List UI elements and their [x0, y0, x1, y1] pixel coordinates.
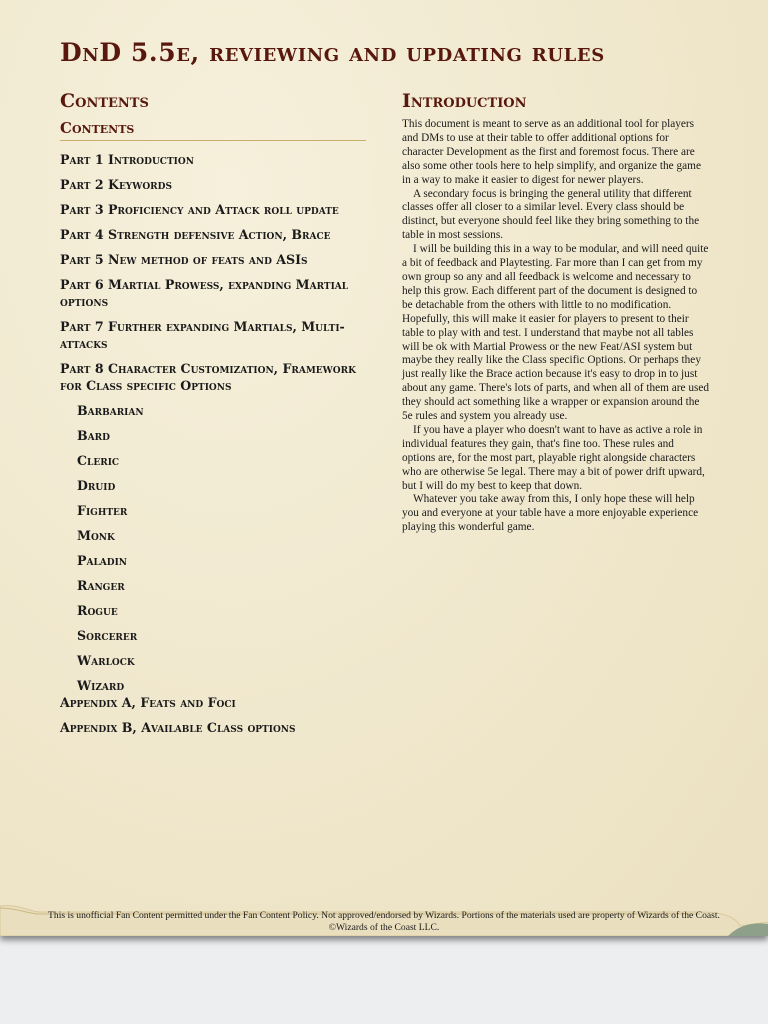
table-of-contents: [60, 151, 366, 736]
intro-paragraph: If you have a player who doesn't want to have as active a role in individual features they gain, that's fine too. These rules and options are, for the most part, playable right alongside characters who are otherwise 5e legal. There may a bit of power drift upward, but I will do my best to keep that down.: [402, 423, 705, 492]
toc-item-rogue[interactable]: Rogue: [77, 603, 118, 618]
toc-item-part-4[interactable]: Part 4 Strength defensive Action, Brace: [60, 227, 331, 242]
toc-item-fighter[interactable]: Fighter: [77, 503, 128, 518]
toc-item-appendix-a[interactable]: Appendix A, Feats and Foci: [60, 695, 236, 710]
toc-item-monk[interactable]: Monk: [77, 528, 115, 543]
document-title: DnD 5.5e, reviewing and updating rules: [60, 38, 605, 67]
introduction-body: [402, 118, 710, 535]
toc-item-part-3[interactable]: Part 3 Proficiency and Attack roll update: [60, 202, 339, 217]
toc-item-druid[interactable]: Druid: [77, 478, 116, 493]
introduction-column: [402, 90, 710, 535]
toc-item-sorcerer[interactable]: Sorcerer: [77, 628, 138, 643]
contents-subheading: Contents: [60, 118, 366, 141]
toc-item-wizard[interactable]: Wizard: [77, 678, 125, 693]
toc-item-barbarian[interactable]: Barbarian: [77, 403, 144, 418]
intro-paragraph: I will be building this in a way to be modular, and will need quite a bit of feedback and Playtesting. Far more than I can get from my own group so any and all feedback is welcome and necessary to help this grow. Each different part of the document is designed to be detachable from the others with little to no modification. Hopefully, this will make it easier for players to present to their table to play with and test. I understand that maybe not all tables will be ok with Martial Prowess or the new Feat/ASI system but maybe they really like the Class specific Options. Or perhaps they just really like the Brace action because it's easy to drop in to just about any game. There's lots of parts, and when all of them are used they should act something like a wrapper or expansion around the 5e rules and system you already use.: [402, 243, 710, 423]
toc-item-part-5[interactable]: Part 5 New method of feats and ASIs: [60, 252, 308, 267]
toc-item-paladin[interactable]: Paladin: [77, 553, 128, 568]
toc-item-part-2[interactable]: Part 2 Keywords: [60, 177, 172, 192]
intro-paragraph: A secondary focus is bringing the general utility that different classes offer all closer to a similar level. Every class should be distinct, but everyone should feel like they bring something to the table in most sessions.: [402, 187, 700, 242]
toc-item-bard[interactable]: Bard: [77, 428, 110, 443]
contents-column: [60, 90, 366, 744]
contents-heading: Contents: [60, 90, 149, 112]
toc-item-part-8[interactable]: Part 8 Character Customization, Framework for Class specific Options: [60, 361, 356, 393]
toc-item-cleric[interactable]: Cleric: [77, 453, 120, 468]
toc-item-appendix-b[interactable]: Appendix B, Available Class options: [60, 720, 296, 735]
intro-paragraph: This document is meant to serve as an additional tool for players and DMs to use at their table to offer additional options for character Development as the first and foremost focus. There are also some other tools here to help simplify, and organize the game in a way to make it easier to digest for newer players.: [402, 118, 701, 186]
footer-disclaimer: This is unofficial Fan Content permitted under the Fan Content Policy. Not approved/endorsed by Wizards. Portions of the materials used are property of Wizards of the Coast. ©Wizards of the Coast LLC.: [48, 910, 720, 933]
toc-item-part-6[interactable]: Part 6 Martial Prowess, expanding Martial options: [60, 277, 349, 309]
toc-item-part-7[interactable]: Part 7 Further expanding Martials, Multi-attacks: [60, 319, 345, 351]
toc-item-ranger[interactable]: Ranger: [77, 578, 125, 593]
toc-item-part-1[interactable]: Part 1 Introduction: [60, 152, 194, 167]
toc-item-warlock[interactable]: Warlock: [77, 653, 135, 668]
intro-paragraph: Whatever you take away from this, I only hope these will help you and everyone at your table have a more enjoyable experience playing this wonderful game.: [402, 493, 699, 534]
introduction-heading: Introduction: [402, 90, 527, 112]
